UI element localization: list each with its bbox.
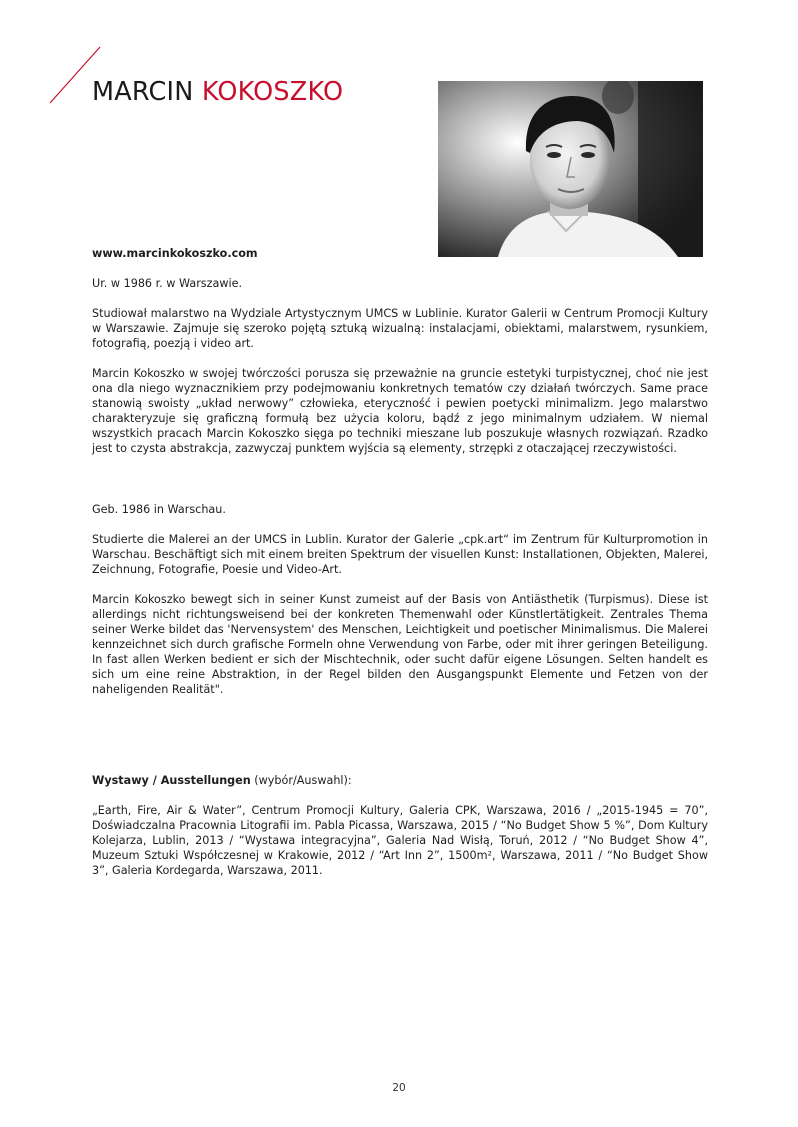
polish-art-paragraph: Marcin Kokoszko w swojej twórczości porusza się przeważnie na gruncie estetyki turpistycznej, choć nie jest ona dla niego wyznacznikiem przy podejmowaniu konkretnych tematów czy działań twórczych. Same prace stanowią swoisty „układ nerwowy” człowieka, eteryczność i pewien poetycki minimalizm. Jego malarstwo charakteryzuje się graficzną formułą bez użycia koloru, bądź z jego minimalnym udziałem. W niemal wszystkich pracach Marcin Kokoszko sięga po techniki mieszane lub poszukuje własnych rozwiązań. Rzadko jest to czysta abstrakcja, zazwyczaj punktem wyjścia są elementy, strzępki z otaczającej rzeczywistości. [92, 367, 708, 455]
biography-polish [92, 246, 708, 456]
exhibitions-section [92, 773, 708, 878]
artist-last-name: KOKOSZKO [201, 77, 344, 107]
polish-birth-line: Ur. w 1986 r. w Warszawie. [92, 277, 243, 290]
website-link[interactable]: www.marcinkokoszko.com [92, 247, 258, 260]
exhibitions-heading [92, 773, 708, 788]
german-art-paragraph: Marcin Kokoszko bewegt sich in seiner Kunst zumeist auf der Basis von Antiästhetik (Turpismus). Diese ist allerdings nicht richtungsweisend bei der konkreten Themenwahl oder Künstlertätigkeit. Zentrales Thema seiner Werke bildet das 'Nervensystem' des Menschen, Leichtigkeit und poetischer Minimalismus. Die Malerei kennzeichnet sich durch grafische Formeln ohne Verwendung von Farbe, oder mit ihrer geringen Beteiligung. In fast allen Werken bedient er sich der Mischtechnik, oder sucht dafür eigene Lösungen. Selten handelt es sich um eine reine Abstraktion, in der Regel bilden den Ausgangspunkt Elemente und Fetzen von der naheligenden Realität". [92, 593, 708, 696]
exhibitions-heading-bold: Wystawy / Ausstellungen [92, 774, 251, 787]
german-study-paragraph: Studierte die Malerei an der UMCS in Lublin. Kurator der Galerie „cpk.art“ im Zentrum für Kulturpromotion in Warschau. Beschäftigt sich mit einem breiten Spektrum der visuellen Kunst: Installationen, Objekten, Malerei, Zeichnung, Fotografie, Poesie und Video-Art. [92, 533, 708, 576]
exhibitions-heading-rest: (wybór/Auswahl): [250, 774, 352, 787]
german-birth-line: Geb. 1986 in Warschau. [92, 503, 226, 516]
exhibitions-list: „Earth, Fire, Air & Water”, Centrum Promocji Kultury, Galeria CPK, Warszawa, 2016 / „2015-1945 = 70”, Doświadczalna Pracownia Litografii im. Pabla Picassa, Warszawa, 2015 / “No Budget Show 5 %”, Dom Kultury Kolejarza, Lublin, 2013 / “Wystawa integracyjna”, Galeria Nad Wisłą, Toruń, 2012 / “No Budget Show 4”, Muzeum Sztuki Współczesnej w Krakowie, 2012 / “Art Inn 2”, 1500m², Warszawa, 2011 / “No Budget Show 3”, Galeria Kordegarda, Warszawa, 2011. [92, 804, 708, 877]
biography-german [92, 502, 708, 697]
polish-study-paragraph: Studiował malarstwo na Wydziale Artystycznym UMCS w Lublinie. Kurator Galerii w Centrum Promocji Kultury w Warszawie. Zajmuje się szeroko pojętą sztuką wizualną: instalacjami, obiektami, malarstwem, rysunkiem, fotografią, poezją i video art. [92, 307, 708, 350]
artist-portrait-photo [438, 81, 703, 257]
page-number: 20 [392, 1082, 406, 1094]
artist-first-name: MARCIN [92, 77, 194, 107]
artist-name-logo [92, 77, 343, 107]
